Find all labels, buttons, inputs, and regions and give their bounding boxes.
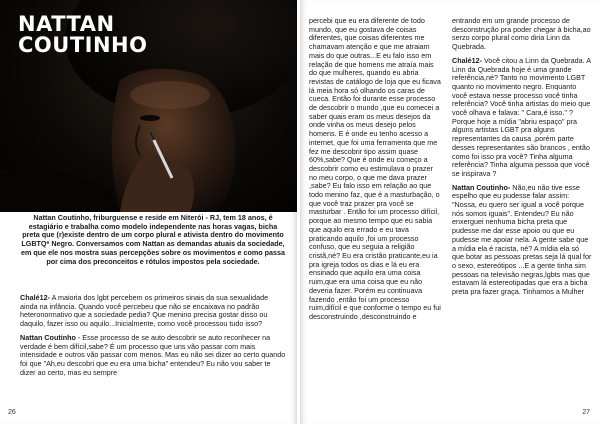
right-column-2 — [452, 17, 592, 302]
title-line-1: NATTAN — [18, 12, 115, 36]
question-2-label: Chalé12- — [452, 55, 482, 65]
page-number-right: 27 — [582, 409, 590, 416]
answer-1-text: - Esse processo de se auto descobrir se auto reconhecer na verdade é bem difícil,sabe? É um processo que uns vão passar com mais intensidade e outros vão passar com menos. Mas eu não sei dizer ao certo quando foi que "Ah,eu descobri que eu era uma bicha" entendeu? Eu não vou saber te dizer ao certo, mas eu sempre — [20, 332, 286, 377]
answer-1-label: Nattan Coutinho — [20, 332, 76, 342]
question-2 — [452, 57, 592, 179]
answer-2-text: Não,eu não tive esse espelho que eu pudesse falar assim: "Nossa, eu quero ser igual a você porque nós somos iguais". Entendeu? Eu não enxerguei nenhuma bicha preta que pudesse me dar esse apoio ou que eu pudesse me apoiar nela. A gente sabe que a mídia ela é racista, né? A mídia ela só que botar as pessoas pretas seja lá qual for o sexo, estereótipos ...E a gente tinha sim pessoas na televisão negras,lgbts mas que estavam lá estereotipadas que era a bicha preta pra fazer graça. Tinhamos a Mulher — [452, 182, 592, 297]
right-page — [300, 0, 600, 424]
page-number-left: 26 — [8, 409, 16, 416]
intro-paragraph: Nattan Coutinho, friburguense e reside em Niterói - RJ, tem 18 anos, é estagiário e trabalha como modelo independente nas horas vagas, bicha preta que (r)existe dentro de um corpo plural e ativista dentro do movimento LGBTQ* Negro. Conversamos com Nattan as demandas atuais da sociedade, em que ele nos mostra suas percepções sobre os movimentos e como passa por cima dos preconceitos e rótulos impostos pela sociedade. — [20, 213, 286, 266]
answer-1-continued: percebi que eu era diferente de todo mundo, que eu gostava de coisas diferentes, que coisas diferentes me chamavam atenção e que me atraiam mais do que outras...E eu falo isso em relação de que homens me atraía mais do que mulheres, quando eu abria revistas de catálogo de loja que eu ficava lá meia hora só olhando os caras de cueca. Então foi durante esse processo de descobrir o mundo ,que eu comecei a saber quais eram os meus desejos da onde vinha os meus desejo pelos homens. E é onde eu tenho acesso a internet, que foi uma ferramenta que me fez me descobrir tipo assim quase 60%,sabe? Que é onde eu começo a descobrir como eu estimulava o prazer no meu corpo, o que me dava prazer ,sabe? Eu falo isso em relação ao que todo menino faz, que é a masturbação, o que você traz prazer pra você se masturbar . Então foi um processo difícil, porque ao mesmo tempo que eu sabia que aquilo era errado e eu tava praticando aquilo ,foi um processo confuso, que eu seguia a religião cristã,né? Eu era cristão praticante,eu ia pra igreja todos os dias e lá eu era ensinado que aquilo era uma coisa ruim,que era uma coisa que eu não deveria fazer. Porém eu continuava fazendo ,então foi um processo ruim,difícil e que conforme o tempo eu fui desconstruindo ,desconstruindo e — [309, 16, 441, 321]
left-page — [0, 0, 297, 424]
title-line-2: COUTINHO — [18, 33, 148, 57]
question-1 — [20, 294, 286, 329]
question-1-text: A maioria dos lgbt percebem os primeiros sinais da sua sexualidade ainda na infância. Quando você percebeu que não se encaixava no padrão heteronormativo que a sociedade pedia? Que menino precisa gostar disso ou daquilo, fazer isso ou aquilo...Inicialmente, como você processou tudo isso? — [20, 293, 269, 329]
right-column-1 — [309, 17, 442, 327]
answer-1-end: entrando em um grande processo de desconstrução pra poder chegar à bicha,ao serzo corpo plural como diria Linn da Quebrada. — [452, 16, 591, 52]
answer-2-label: Nattan Coutinho- — [452, 182, 511, 192]
portrait-photo — [0, 0, 297, 212]
answer-1 — [20, 334, 286, 378]
question-2-text: Você citou a Linn da Quebrada. A Linn da Quebrada hoje é uma grande referência,né? Tanto no movimento LGBT quanto no movimento negro. Enquanto você estava nesse processo você tinha referência? Você tinha artistas do meio que você olhava e falava: " Cara,é isso." ? Porque hoje a mídia "abriu espaço" pra alguns artistas LGBT pra alguns representantes da causa ,porém parte desses representantes são brancos , então como foi isso pra você? Tinha alguma referência? Tinha alguma pessoa que você se inspirava ? — [452, 55, 591, 178]
left-body-text — [20, 294, 286, 382]
answer-2 — [452, 184, 592, 297]
question-1-label: Chalé12- — [20, 293, 50, 302]
article-title — [18, 14, 147, 56]
